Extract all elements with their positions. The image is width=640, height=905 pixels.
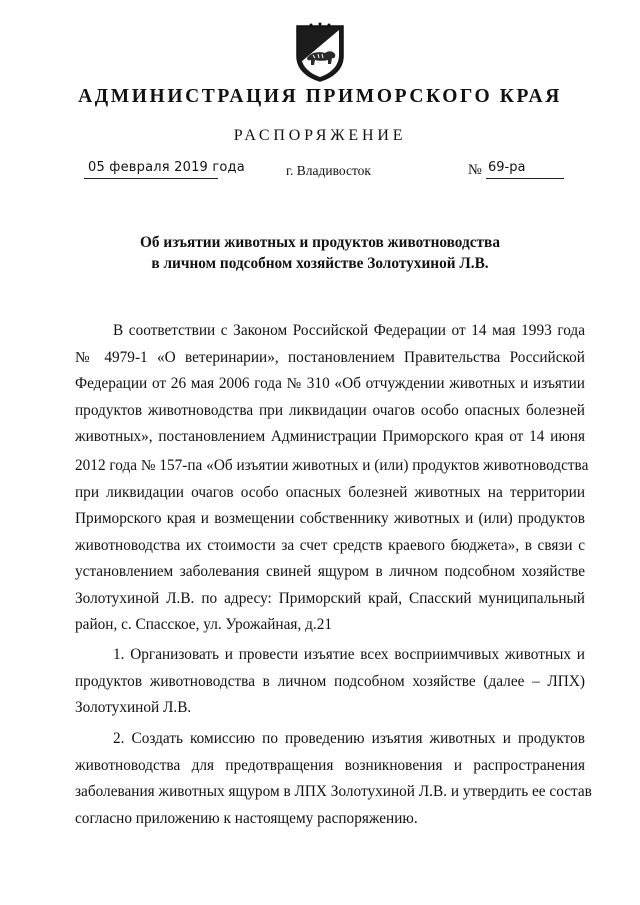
date-underline	[84, 178, 218, 179]
document-type: РАСПОРЯЖЕНИЕ	[233, 127, 407, 144]
text-line: район, с. Спасское, ул. Урожайная, д.21	[75, 616, 332, 633]
number-underline	[486, 178, 564, 179]
document-subject	[0, 232, 640, 274]
text-line: заболевания животных ящуром в ЛПХ Золотухиной Л.В. и утвердить ее состав	[75, 783, 592, 800]
item-1-paragraph	[75, 642, 585, 722]
text-line: В соответствии с Законом Российской Федерации от 14 мая 1993 года	[113, 322, 585, 339]
preamble-paragraph-part2	[75, 453, 589, 639]
text-line: согласно приложению к настоящему распоряжению.	[75, 809, 418, 827]
text-line: установлением заболевания свиней ящуром в личном подсобном хозяйстве	[75, 563, 585, 580]
text-line: № 4979-1 «О ветеринарии», постановлением Правительства Российской	[75, 348, 585, 366]
document-number: 69-ра	[488, 160, 526, 175]
text-line: животноводства их стоимости за счет средств краевого бюджета», в связи с	[75, 536, 585, 554]
text-line: животноводства для предотвращения возникновения и распространения	[75, 756, 585, 774]
subject-line: Об изъятии животных и продуктов животноводства	[140, 234, 500, 251]
text-line: при ликвидации очагов особо опасных болезней животных на территории	[75, 483, 585, 501]
text-line: Приморского края и возмещении собственнику животных и (или) продуктов	[75, 510, 585, 527]
text-line: животных», постановлением Администрации Приморского края от 14 июня	[75, 428, 585, 445]
text-line: 2012 года № 157-па «Об изъятии животных и (или) продуктов животноводства	[75, 457, 589, 474]
document-date: 05 февраля 2019 года	[88, 160, 245, 175]
document-city: г. Владивосток	[286, 163, 371, 178]
subject-line: в личном подсобном хозяйстве Золотухиной Л.В.	[151, 255, 489, 272]
coat-of-arms-icon	[291, 22, 349, 82]
text-line: 1. Организовать и провести изъятие всех восприимчивых животных и	[113, 646, 585, 663]
text-line: продуктов животноводства в личном подсобном хозяйстве (далее – ЛПХ)	[75, 672, 585, 690]
text-line: Золотухиной Л.В. по адресу: Приморский край, Спасский муниципальный	[75, 589, 585, 607]
preamble-paragraph-part1	[75, 318, 585, 451]
text-line: продуктов животноводства при ликвидации очагов особо опасных болезней	[75, 401, 585, 419]
text-line: Федерации от 26 мая 2006 года № 310 «Об отчуждении животных и изъятии	[75, 375, 585, 392]
text-line: 2. Создать комиссию по проведению изъятия животных и продуктов	[113, 730, 585, 747]
item-2-paragraph	[75, 726, 592, 832]
text-line: Золотухиной Л.В.	[75, 699, 192, 716]
number-label: №	[468, 162, 482, 178]
organization-title: АДМИНИСТРАЦИЯ ПРИМОРСКОГО КРАЯ	[78, 86, 562, 107]
